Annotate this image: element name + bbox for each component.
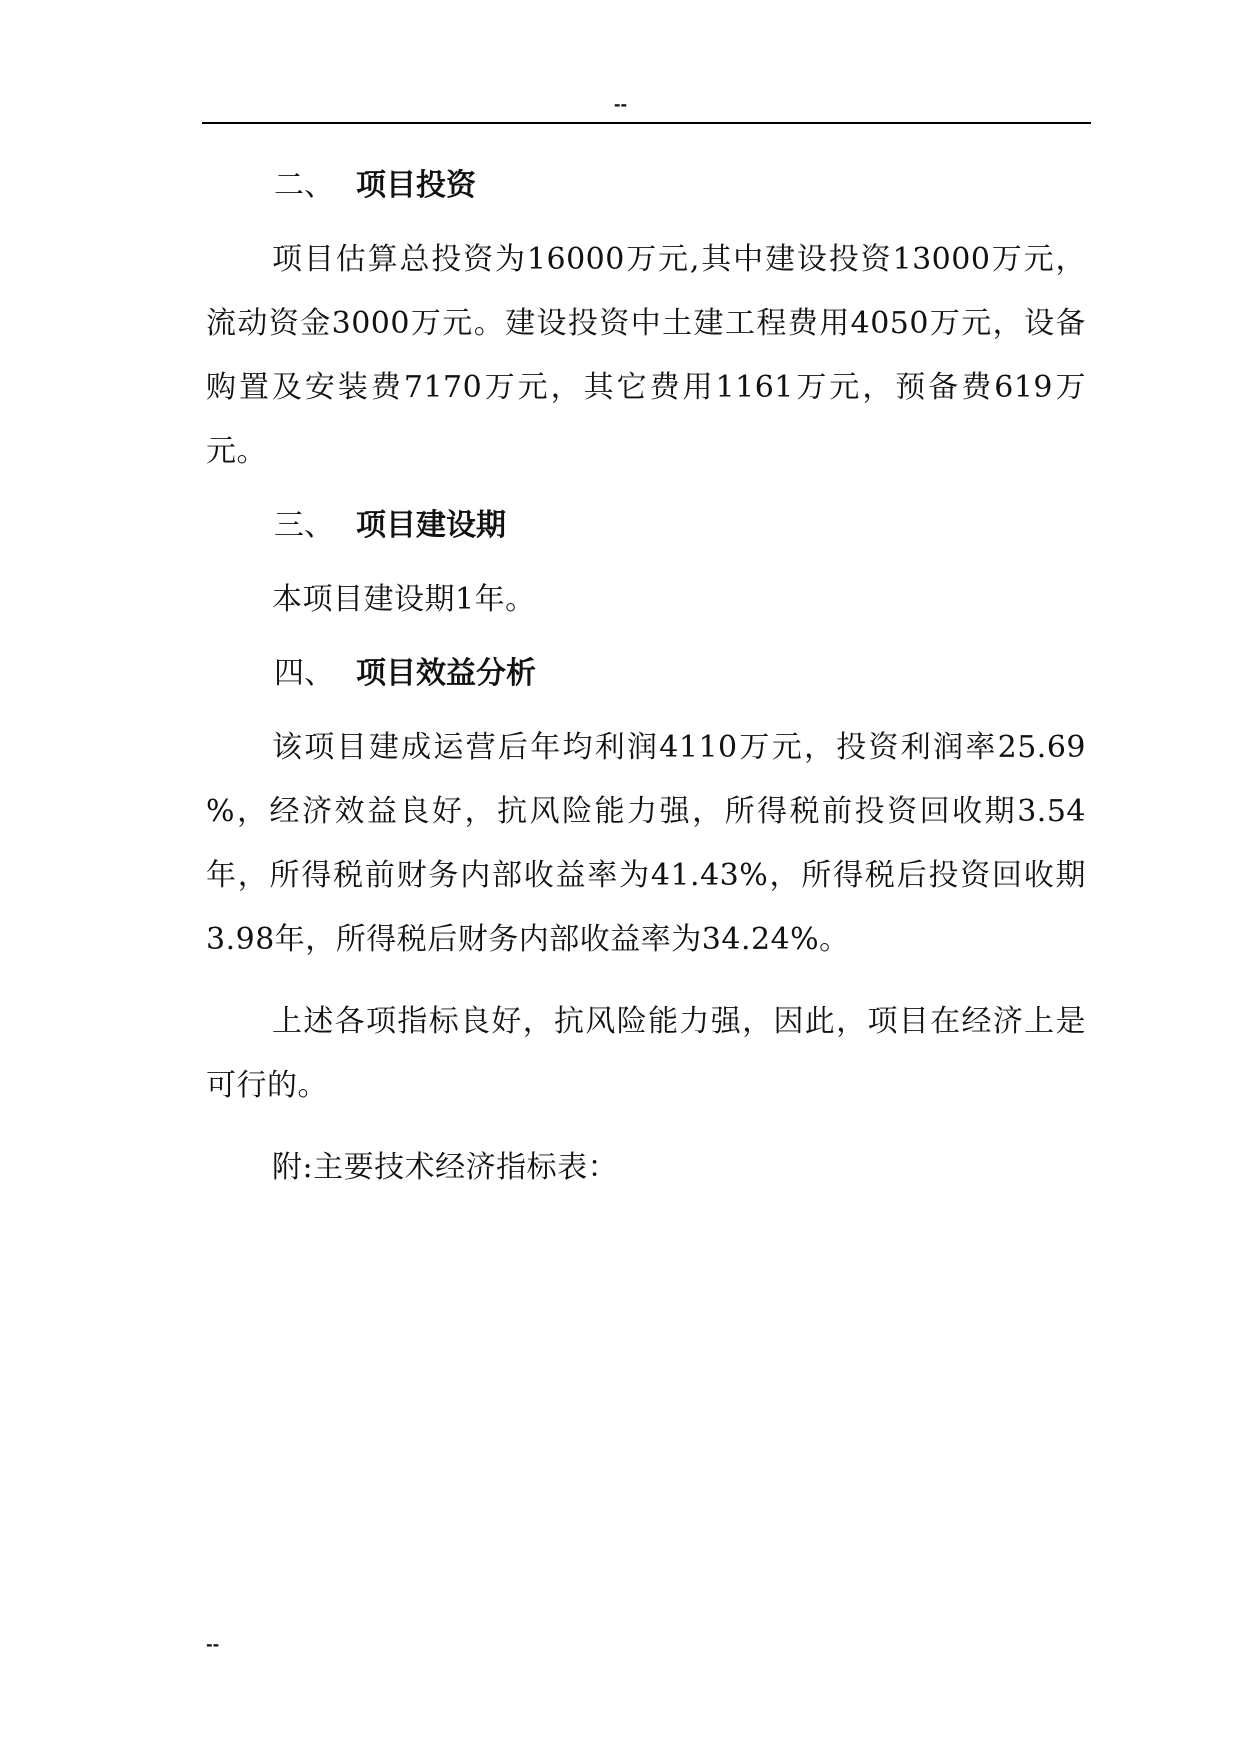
header-rule	[202, 122, 1091, 124]
paragraph-benefit-analysis: 该项目建成运营后年均利润4110万元，投资利润率25.69 %，经济效益良好，抗风险能力强，所得税前投资回收期3.54年，所得税前财务内部收益率为41.43%，所得税后投资回收期3.98年，所得税后财务内部收益率为34.24%。	[206, 730, 1086, 957]
section-title: 项目投资	[356, 168, 476, 203]
section-number: 三、	[274, 508, 334, 543]
section-heading-construction-period	[206, 502, 1086, 550]
section-heading-benefit-analysis	[206, 650, 1086, 698]
paragraph-construction-period: 本项目建设期1年。	[272, 582, 536, 617]
paragraph-conclusion: 上述各项指标良好，抗风险能力强，因此，项目在经济上是可行的。	[206, 1004, 1086, 1103]
section-title: 项目效益分析	[356, 656, 536, 691]
page-header-mark: --	[613, 95, 628, 114]
paragraph-appendix-note: 附:主要技术经济指标表：	[272, 1150, 619, 1185]
section-number: 二、	[274, 168, 334, 203]
document-body	[206, 162, 1086, 1218]
section-number: 四、	[274, 656, 334, 691]
page-footer-mark: --	[206, 1635, 220, 1654]
section-title: 项目建设期	[356, 508, 506, 543]
section-heading-investment	[206, 162, 1086, 210]
paragraph-investment: 项目估算总投资为16000万元,其中建设投资13000万元，流动资金3000万元。建设投资中土建工程费用4050万元，设备购置及安装费7170万元，其它费用1161万元，预备费619万元。	[206, 242, 1086, 469]
